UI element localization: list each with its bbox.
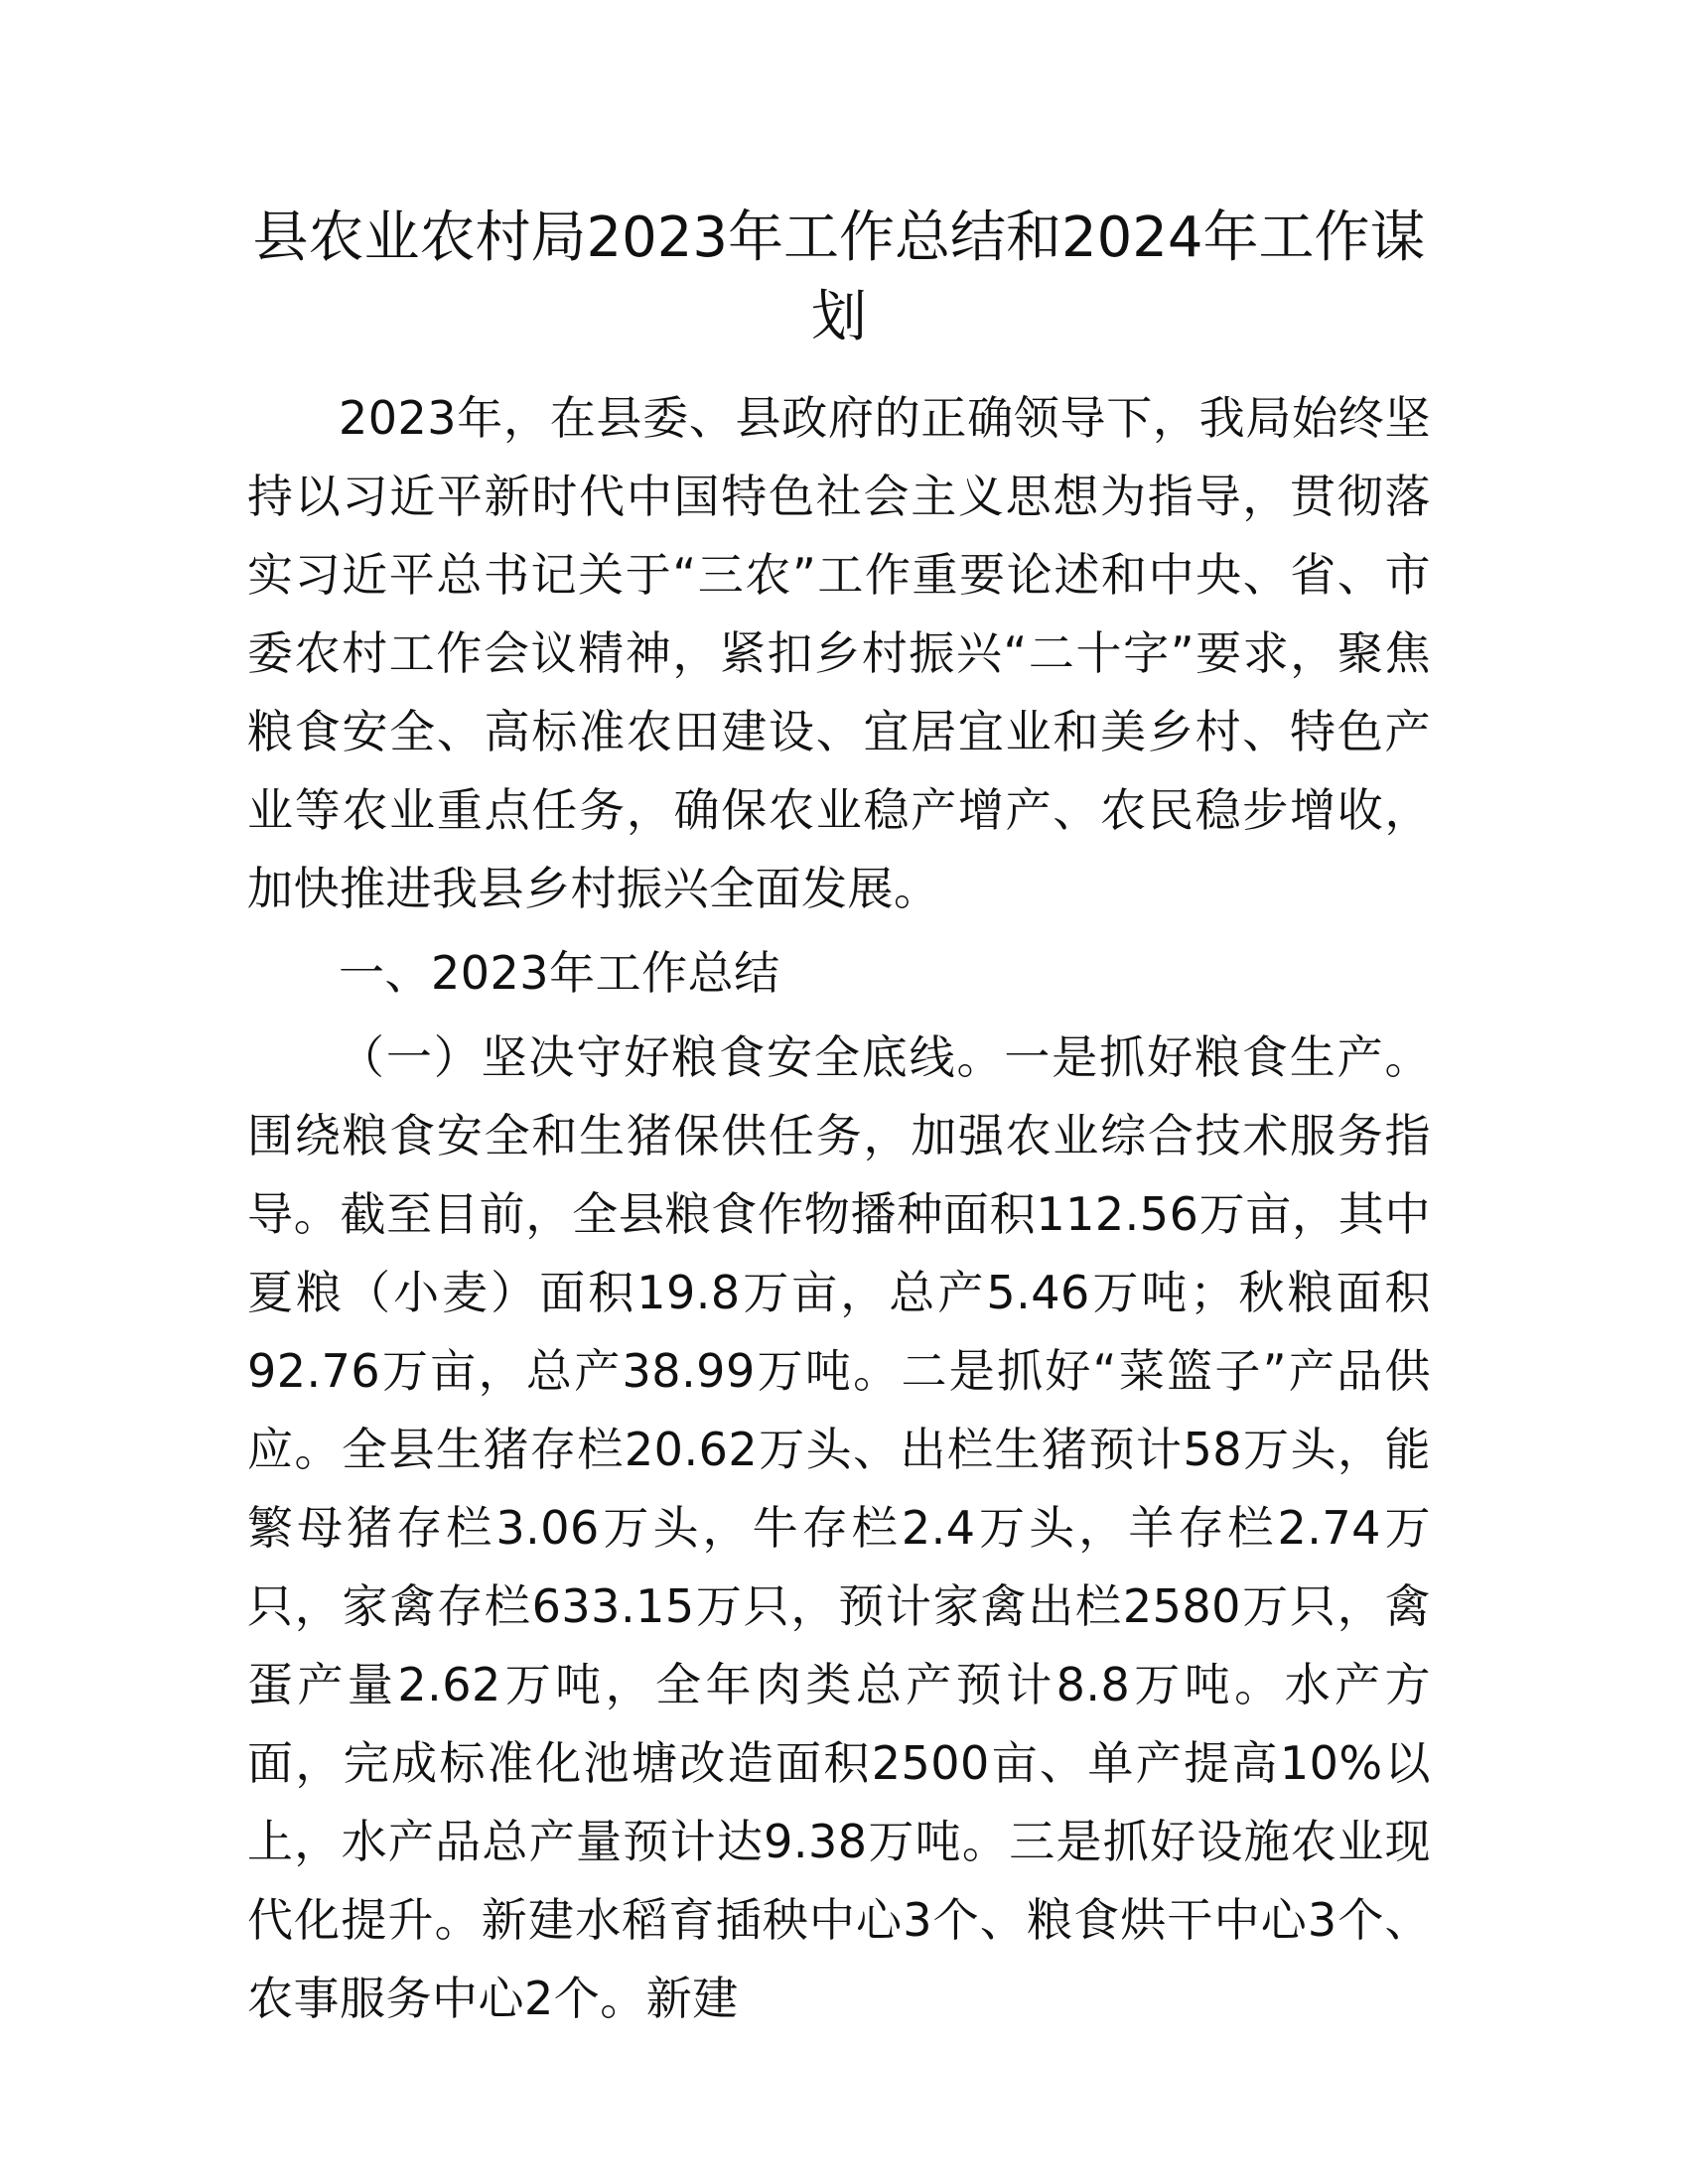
document-title: 县农业农村局2023年工作总结和2024年工作谋划 [252, 205, 1426, 349]
section-heading: 一、2023年工作总结 [339, 946, 780, 1000]
document-body [247, 199, 1431, 2038]
section-paragraph: （一）坚决守好粮食安全底线。一是抓好粮食生产。围绕粮食安全和生猪保供任务，加强农业综合技术服务指导。截至目前，全县粮食作物播种面积112.56万亩，其中夏粮（小麦）面积19.8万亩，总产5.46万吨；秋粮面积92.76万亩，总产38.99万吨。二是抓好“菜篮子”产品供应。全县生猪存栏20.62万头、出栏生猪预计58万头，能繁母猪存栏3.06万头，牛存栏2.4万头，羊存栏2.74万只，家禽存栏633.15万只，预计家禽出栏2580万只，禽蛋产量2.62万吨，全年肉类总产预计8.8万吨。水产方面，完成标准化池塘改造面积2500亩、单产提高10%以上，水产品总产量预计达9.38万吨。三是抓好设施农业现代化提升。新建水稻育插秧中心3个、粮食烘干中心3个、农事服务中心2个。新建 [247, 1030, 1431, 2025]
intro-paragraph: 2023年，在县委、县政府的正确领导下，我局始终坚持以习近平新时代中国特色社会主义思想为指导，贯彻落实习近平总书记关于“三农”工作重要论述和中央、省、市委农村工作会议精神，紧扣乡村振兴“二十字”要求，聚焦粮食安全、高标准农田建设、宜居宜业和美乡村、特色产业等农业重点任务，确保农业稳产增产、农民稳步增收，加快推进我县乡村振兴全面发展。 [247, 391, 1431, 915]
